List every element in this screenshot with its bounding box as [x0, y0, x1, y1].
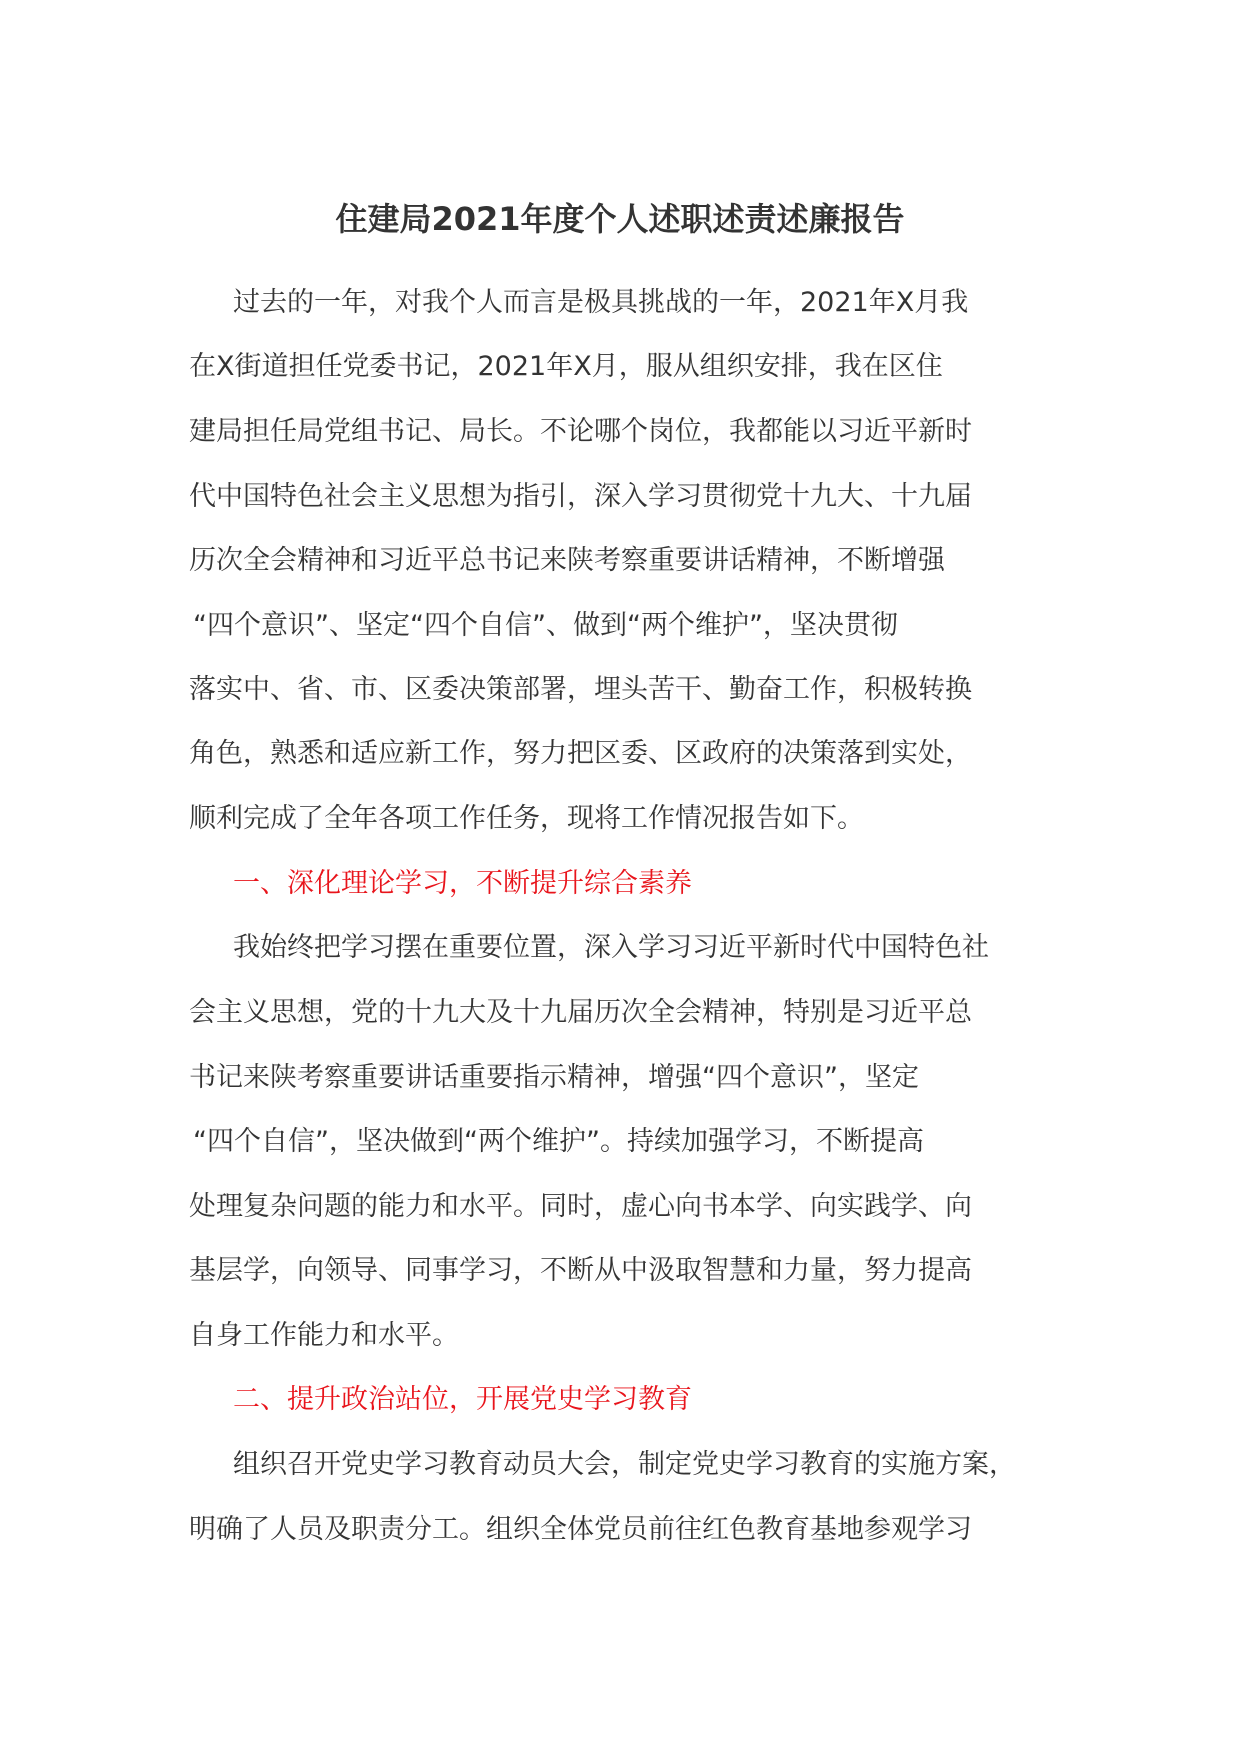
paragraph-line: 顺利完成了全年各项工作任务，现将工作情况报告如下。	[189, 803, 864, 834]
paragraph-line: 过去的一年，对我个人而言是极具挑战的一年，2021年X月我	[233, 287, 969, 318]
paragraph-line: 自身工作能力和水平。	[189, 1320, 459, 1351]
paragraph-line: 明确了人员及职责分工。组织全体党员前往红色教育基地参观学习	[189, 1514, 972, 1545]
section-heading-1: 一、深化理论学习，不断提升综合素养	[233, 868, 692, 899]
paragraph-line: 会主义思想，党的十九大及十九届历次全会精神，特别是习近平总	[189, 997, 972, 1028]
paragraph-line: 历次全会精神和习近平总书记来陕考察重要讲话精神，不断增强	[189, 545, 945, 576]
paragraph-line: 代中国特色社会主义思想为指引，深入学习贯彻党十九大、十九届	[189, 481, 972, 512]
paragraph-line: 我始终把学习摆在重要位置，深入学习习近平新时代中国特色社	[233, 932, 989, 963]
paragraph-line: 角色，熟悉和适应新工作，努力把区委、区政府的决策落到实处，	[189, 738, 972, 769]
paragraph-line: 建局担任局党组书记、局长。不论哪个岗位，我都能以习近平新时	[189, 416, 972, 447]
document-title: 住建局2021年度个人述职述责述廉报告	[335, 200, 905, 238]
paragraph-line: “四个自信”，坚决做到“两个维护”。持续加强学习，不断提高	[193, 1126, 924, 1157]
paragraph-line: 书记来陕考察重要讲话重要指示精神，增强“四个意识”，坚定	[189, 1062, 919, 1093]
paragraph-line: 落实中、省、市、区委决策部署，埋头苦干、勤奋工作，积极转换	[189, 674, 972, 705]
paragraph-line: “四个意识”、坚定“四个自信”、做到“两个维护”，坚决贯彻	[193, 610, 898, 641]
paragraph-line: 在X街道担任党委书记，2021年X月，服从组织安排，我在区住	[189, 351, 943, 382]
section-heading-2: 二、提升政治站位，开展党史学习教育	[233, 1384, 692, 1415]
paragraph-line: 组织召开党史学习教育动员大会，制定党史学习教育的实施方案，	[233, 1449, 1016, 1480]
paragraph-line: 基层学，向领导、同事学习，不断从中汲取智慧和力量，努力提高	[189, 1255, 972, 1286]
paragraph-line: 处理复杂问题的能力和水平。同时，虚心向书本学、向实践学、向	[189, 1191, 972, 1222]
